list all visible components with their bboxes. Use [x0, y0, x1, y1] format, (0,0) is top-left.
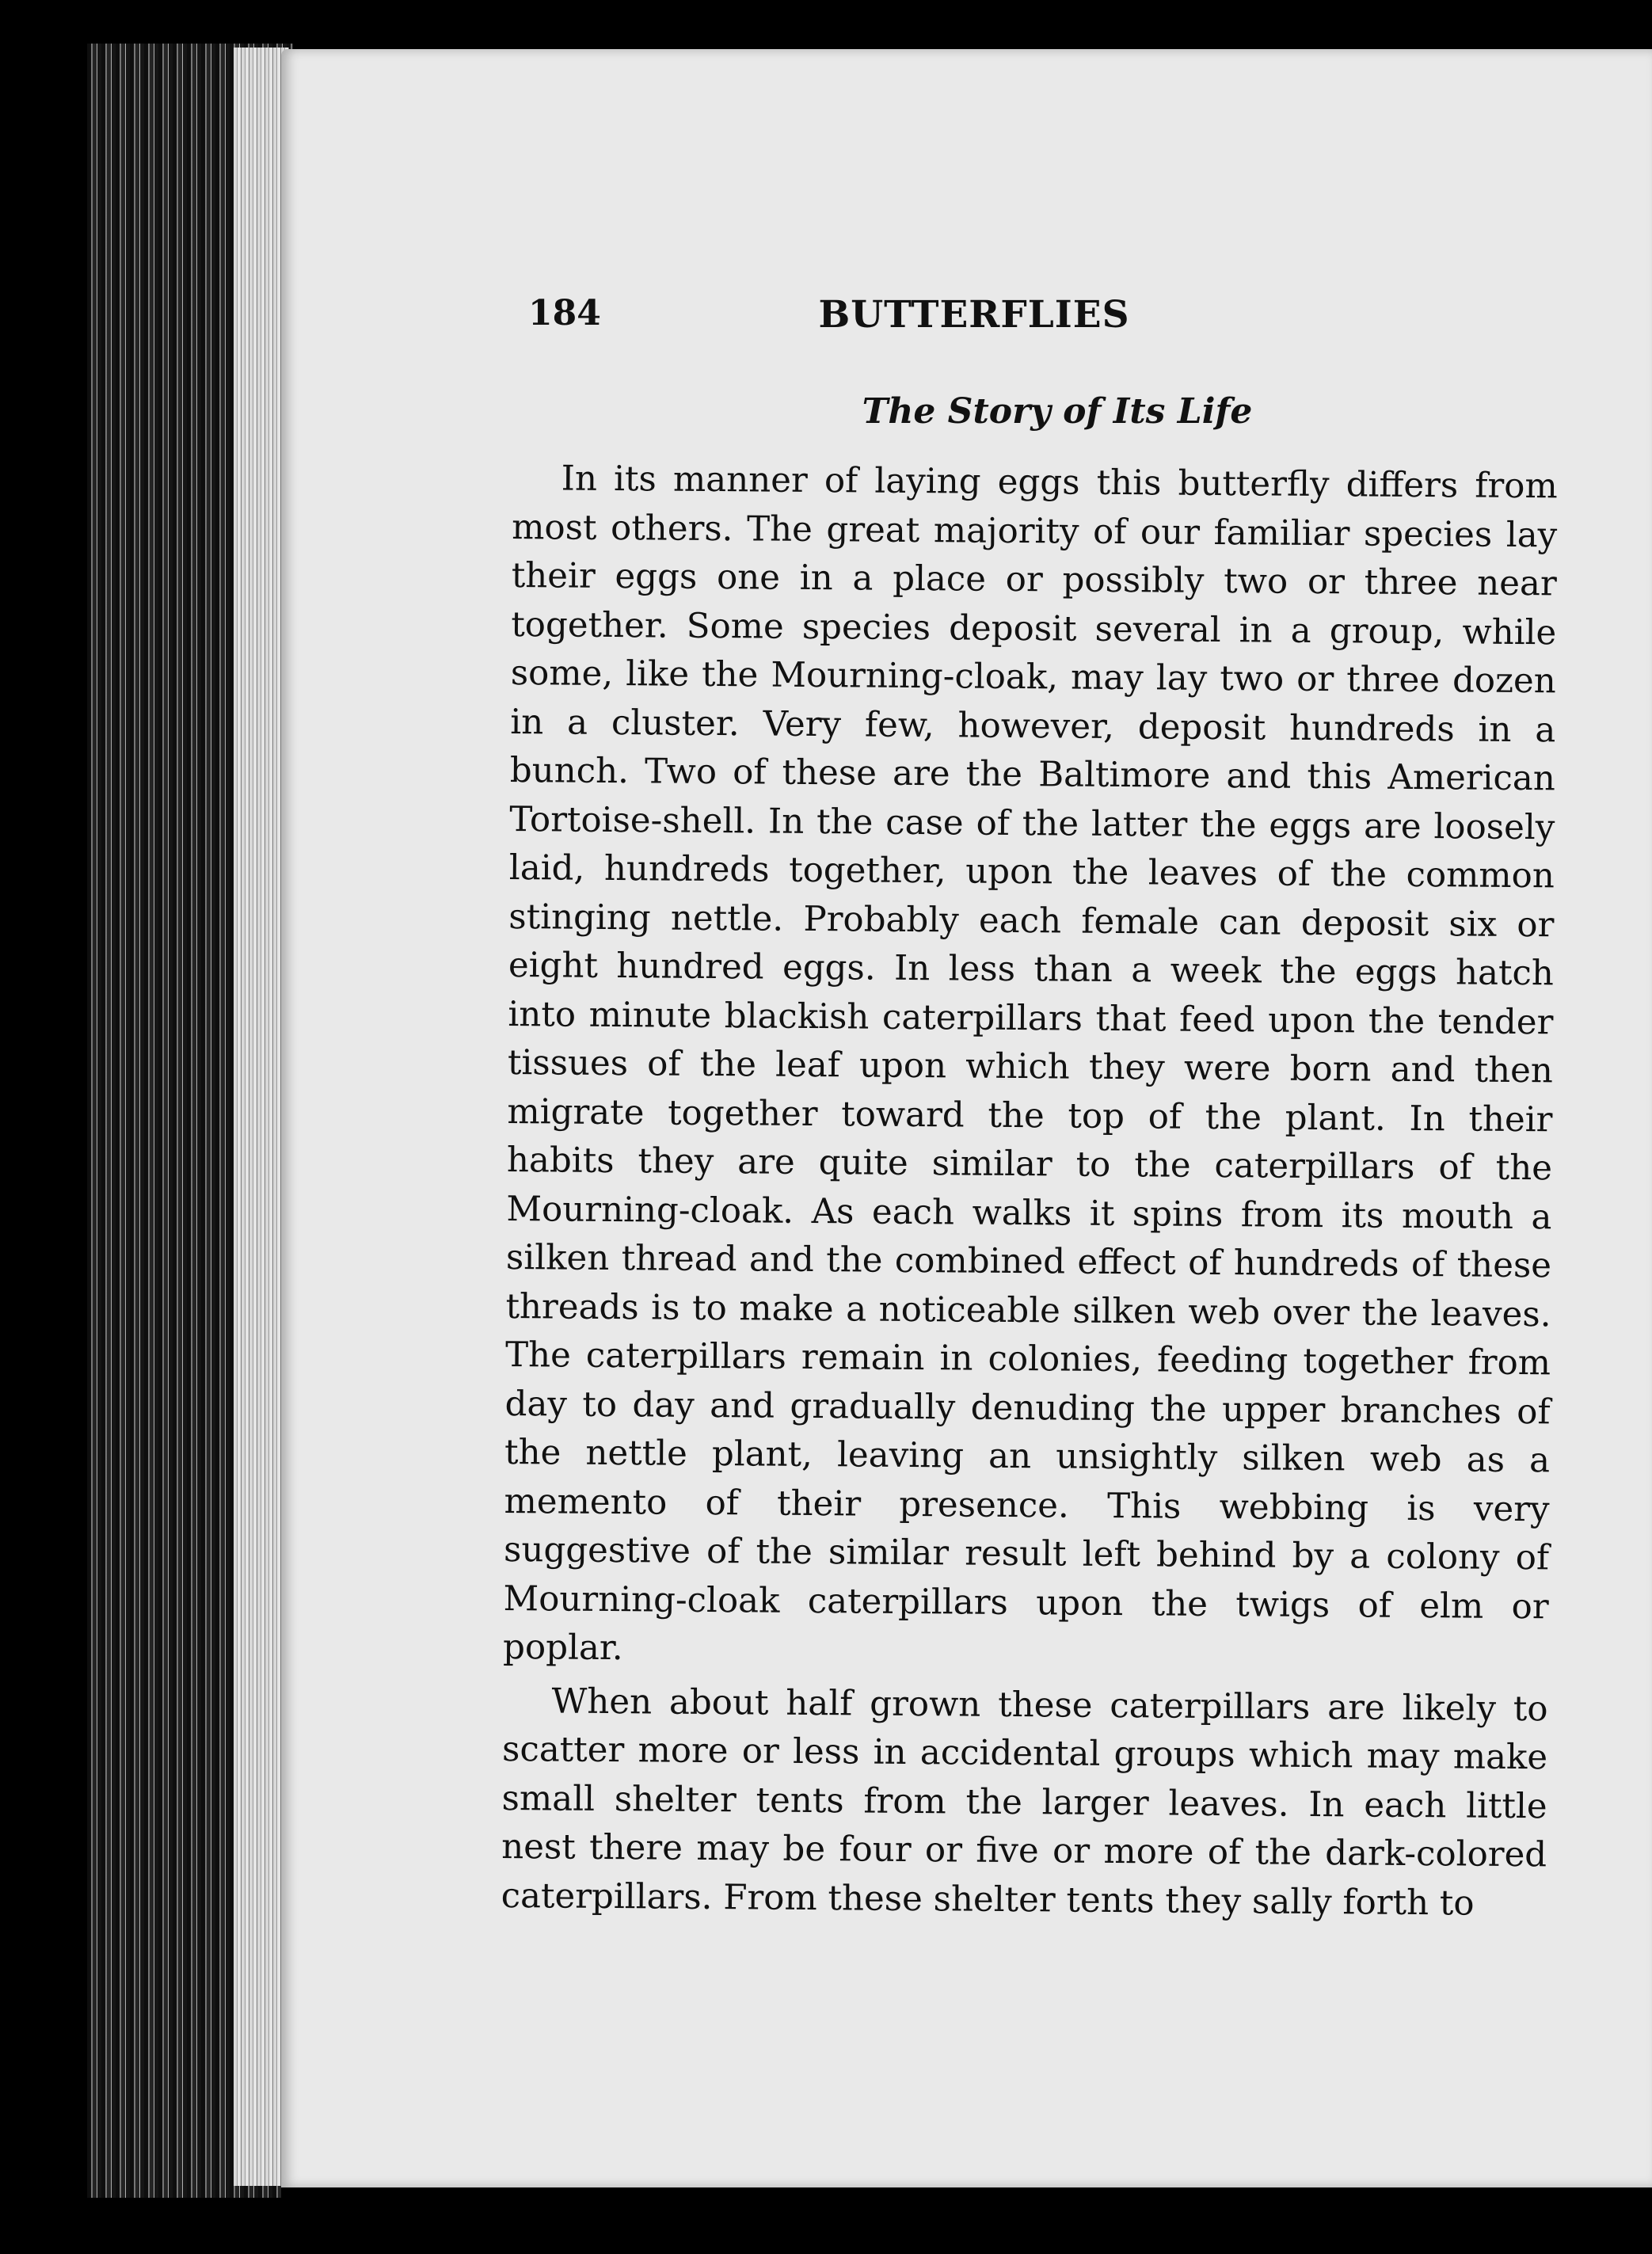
body-text [501, 455, 1557, 1928]
page-number: 184 [528, 293, 601, 333]
paragraph: When about half grown these caterpillars are likely to scatter more or less in accidental groups which may make small shelter tents from the larger leaves. In each little nest there may be four or five or more of the dark-colored caterpillars. From these shelter tents they sally forth to [501, 1681, 1548, 1924]
paragraph: In its manner of laying eggs this butterfly differs from most others. The great majority of our familiar species lay their eggs one in a place or possibly two or three near together. Some species deposit several in a group, while some, like the Mourning-cloak, may lay two or three dozen in a cluster. Very few, however, deposit hundreds in a bunch. Two of these are the Baltimore and this American Tortoise-shell. In the case of the latter the eggs are loosely laid, hundreds together, upon the leaves of the common stinging nettle. Probably each female can deposit six or eight hundred eggs. In less than a week the eggs hatch into minute blackish caterpillars that feed upon the tender tissues of the leaf upon which they were born and then migrate together toward the top of the plant. In their habits they are quite similar to the caterpillars of the Mourning-cloak. As each walks it spins from its mouth a silken thread and the combined effect of hundreds of these threads is to make a noticeable silken web over the leaves. The caterpillars remain in colonies, feeding together from day to day and gradually denuding the upper branches of the nettle plant, leaving an unsightly silken web as a memento of their presence. This webbing is very suggestive of the similar result left behind by a colony of Mourning-cloak caterpillars upon the twigs of elm or poplar. [502, 459, 1558, 1669]
page-header [281, 293, 1652, 341]
book-page [281, 49, 1652, 2187]
section-title: The Story of Its Life [862, 391, 1253, 432]
running-head: BUTTERFLIES [818, 293, 1130, 337]
scan-bottom-border [281, 2187, 1652, 2254]
